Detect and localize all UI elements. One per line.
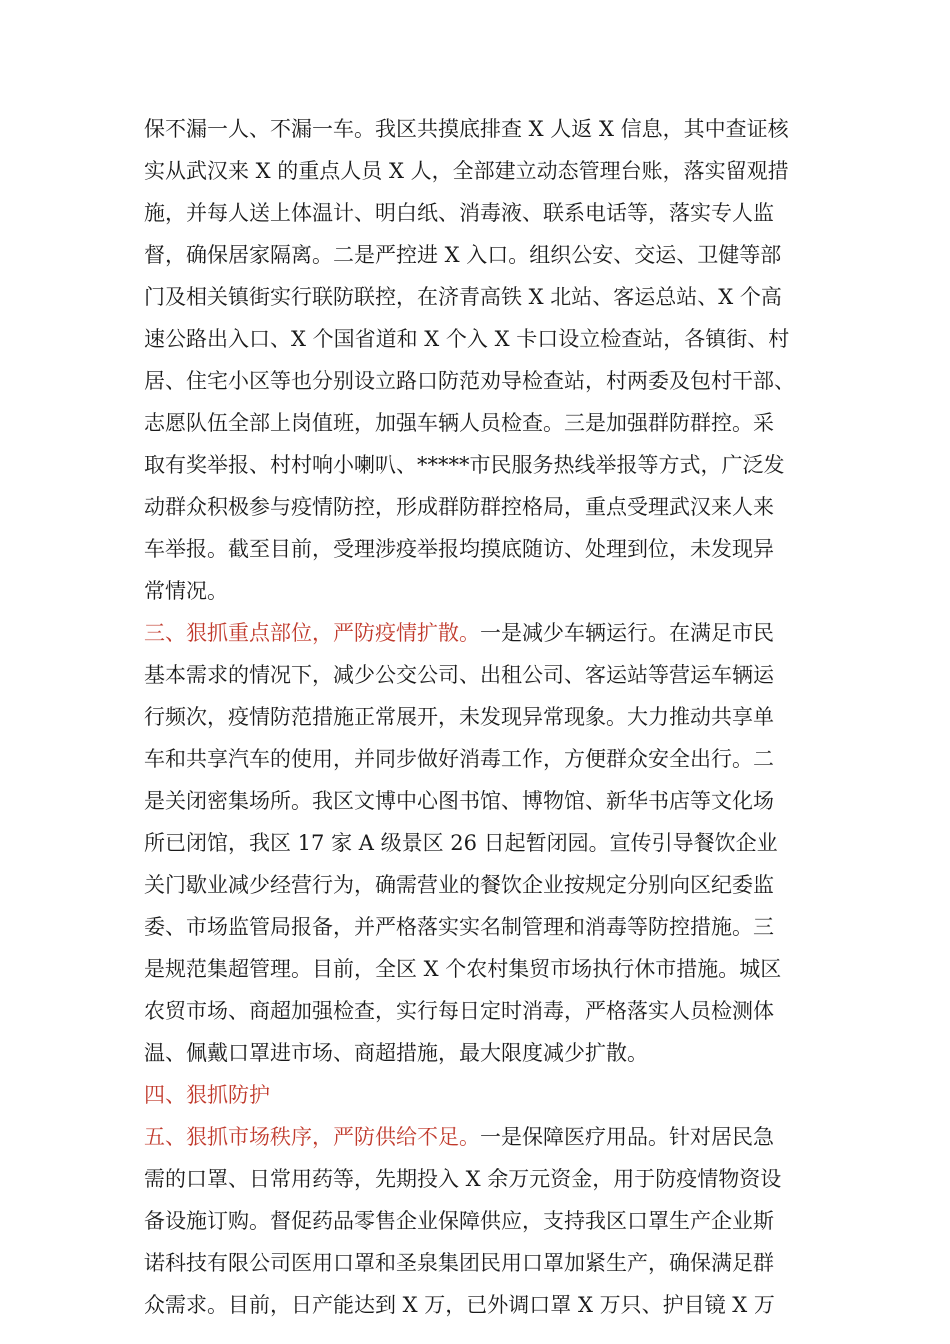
text-line	[144, 1074, 808, 1116]
text-line	[144, 864, 808, 906]
body-text: 一是减少车辆运行。在满足市民	[480, 621, 774, 645]
body-text: 众需求。目前，日产能达到 X 万，已外调口罩 X 万只、护目镜 X 万	[144, 1293, 775, 1317]
text-line	[144, 360, 808, 402]
body-text: 实从武汉来 X 的重点人员 X 人，全部建立动态管理台账，落实留观措	[144, 159, 789, 183]
body-text: 车和共享汽车的使用，并同步做好消毒工作，方便群众安全出行。二	[144, 747, 774, 771]
body-text: 行频次，疫情防范措施正常展开，未发现异常现象。大力推动共享单	[144, 705, 774, 729]
paragraph	[144, 612, 808, 1074]
body-text: 居、住宅小区等也分别设立路口防范劝导检查站，村两委及包村干部、	[144, 369, 795, 393]
text-line	[144, 1032, 808, 1074]
text-line	[144, 1200, 808, 1242]
text-line	[144, 654, 808, 696]
text-line	[144, 948, 808, 990]
text-line	[144, 276, 808, 318]
body-text: 取有奖举报、村村响小喇叭、*****市民服务热线举报等方式，广泛发	[144, 453, 785, 477]
text-line	[144, 528, 808, 570]
text-line	[144, 1242, 808, 1284]
text-line	[144, 906, 808, 948]
text-line	[144, 318, 808, 360]
section-heading: 四、狠抓防护	[144, 1083, 270, 1107]
body-text: 所已闭馆，我区 17 家 A 级景区 26 日起暂闭园。宣传引导餐饮企业	[144, 831, 778, 855]
text-line	[144, 1158, 808, 1200]
text-line	[144, 612, 808, 654]
body-text: 需的口罩、日常用药等，先期投入 X 余万元资金，用于防疫情物资设	[144, 1167, 782, 1191]
body-text: 委、市场监管局报备，并严格落实实名制管理和消毒等防控措施。三	[144, 915, 774, 939]
text-line	[144, 738, 808, 780]
body-text: 农贸市场、商超加强检查，实行每日定时消毒，严格落实人员检测体	[144, 999, 774, 1023]
text-line	[144, 570, 808, 612]
section-heading: 五、狠抓市场秩序，严防供给不足。	[144, 1125, 480, 1149]
body-text: 动群众积极参与疫情防控，形成群防群控格局，重点受理武汉来人来	[144, 495, 774, 519]
text-line	[144, 192, 808, 234]
text-line	[144, 486, 808, 528]
body-text: 施，并每人送上体温计、明白纸、消毒液、联系电话等，落实专人监	[144, 201, 774, 225]
text-line	[144, 696, 808, 738]
body-text: 关门歇业减少经营行为，确需营业的餐饮企业按规定分别向区纪委监	[144, 873, 774, 897]
section-heading: 三、狠抓重点部位，严防疫情扩散。	[144, 621, 480, 645]
body-text: 备设施订购。督促药品零售企业保障供应，支持我区口罩生产企业斯	[144, 1209, 774, 1233]
text-line	[144, 780, 808, 822]
document-body	[144, 108, 808, 1326]
body-text: 志愿队伍全部上岗值班，加强车辆人员检查。三是加强群防群控。采	[144, 411, 774, 435]
text-line	[144, 402, 808, 444]
body-text: 一是保障医疗用品。针对居民急	[480, 1125, 774, 1149]
text-line	[144, 234, 808, 276]
body-text: 基本需求的情况下，减少公交公司、出租公司、客运站等营运车辆运	[144, 663, 774, 687]
body-text: 诺科技有限公司医用口罩和圣泉集团民用口罩加紧生产，确保满足群	[144, 1251, 774, 1275]
text-line	[144, 444, 808, 486]
text-line	[144, 150, 808, 192]
body-text: 车举报。截至目前，受理涉疫举报均摸底随访、处理到位，未发现异	[144, 537, 774, 561]
text-line	[144, 1284, 808, 1326]
body-text: 是规范集超管理。目前，全区 X 个农村集贸市场执行休市措施。城区	[144, 957, 782, 981]
body-text: 督，确保居家隔离。二是严控进 X 入口。组织公安、交运、卫健等部	[144, 243, 782, 267]
text-line	[144, 990, 808, 1032]
paragraph	[144, 108, 808, 612]
paragraph	[144, 1074, 808, 1116]
body-text: 是关闭密集场所。我区文博中心图书馆、博物馆、新华书店等文化场	[144, 789, 774, 813]
text-line	[144, 822, 808, 864]
body-text: 门及相关镇街实行联防联控，在济青高铁 X 北站、客运总站、X 个高	[144, 285, 782, 309]
paragraph	[144, 1116, 808, 1326]
text-line	[144, 108, 808, 150]
body-text: 常情况。	[144, 579, 228, 603]
text-line	[144, 1116, 808, 1158]
body-text: 保不漏一人、不漏一车。我区共摸底排查 X 人返 X 信息，其中查证核	[144, 117, 789, 141]
body-text: 速公路出入口、X 个国省道和 X 个入 X 卡口设立检查站，各镇街、村	[144, 327, 790, 351]
body-text: 温、佩戴口罩进市场、商超措施，最大限度减少扩散。	[144, 1041, 648, 1065]
